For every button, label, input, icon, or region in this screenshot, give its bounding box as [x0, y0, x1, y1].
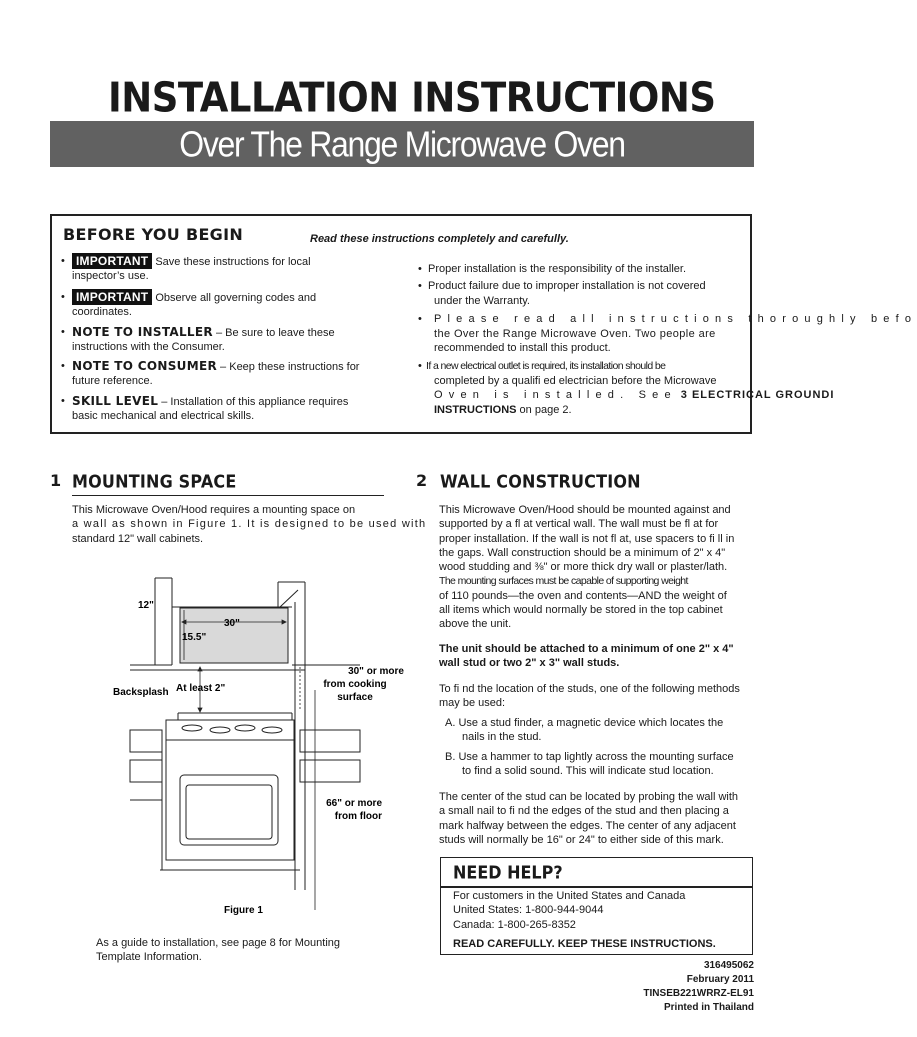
template-guide-note: As a guide to installation, see page 8 for Mounting Template Information. [96, 937, 340, 964]
skill-level: • SKILL LEVEL – Installation of this appliance requires basic mechanical and electrical skills. [61, 394, 349, 422]
stud-method-b: B. Use a hammer to tap lightly across the mounting surface to find a solid sound. This will indicate stud location. [445, 751, 734, 778]
important-item-2: • IMPORTANT Observe all governing codes and coordinates. [61, 290, 317, 318]
stud-method-a: A. Use a stud finder, a magnetic device which locates the nails in the stud. [445, 717, 724, 744]
at-least-2-label: At least 2" [176, 683, 226, 694]
section-1-rule [72, 495, 384, 496]
stud-requirement: The unit should be attached to a minimum of one 2" x 4" wall stud or two 2" x 3" wall studs. [439, 643, 734, 670]
important-item-1: • IMPORTANT Save these instructions for local inspector’s use. [61, 254, 311, 282]
dim-15-5-label: 15.5" [182, 632, 207, 643]
need-help-divider [441, 886, 752, 888]
electrical-outlet-note: • If a new electrical outlet is required, its installation should be completed by a qualifi ed electrician before the Microwave Oven is installed. See 3 ELECTRICAL GROUNDI INSTRUCTIONS on page 2. [418, 360, 835, 416]
model-number: TINSEB221WRRZ-EL91 [643, 988, 754, 999]
before-you-begin-box [50, 214, 917, 434]
floor-label-2: from floor [334, 811, 382, 822]
important-tag: IMPORTANT [72, 289, 152, 305]
print-origin: Printed in Thailand [663, 1002, 754, 1013]
section-2-number: 2 [416, 471, 428, 490]
installer-responsibility: • Proper installation is the responsibility of the installer. [418, 263, 687, 275]
cooking-surface-label-3: surface [337, 692, 373, 703]
figure-1-caption: Figure 1 [224, 905, 263, 916]
backsplash-label: Backsplash [113, 687, 169, 698]
wall-construction-paragraph-3: The center of the stud can be located by probing the wall with a small nail to fi nd the edges of the stud and then placing a mark halfway between the edges. The center of any adjacent studs will normally be 16" or 24" to either side of this mark. [439, 791, 739, 846]
read-carefully-note: Read these instructions completely and carefully. [310, 233, 569, 245]
document-title: INSTALLATION INSTRUCTIONS [108, 74, 716, 122]
cooking-surface-label-1: 30" or more [348, 666, 404, 677]
dim-12-label: 12" [138, 600, 154, 611]
part-number: 316495062 [703, 960, 754, 971]
note-to-consumer: • NOTE TO CONSUMER – Keep these instructions for future reference. [61, 359, 360, 387]
before-you-begin-title: BEFORE YOU BEGIN [63, 225, 244, 244]
note-to-installer: • NOTE TO INSTALLER – Be sure to leave these instructions with the Consumer. [61, 325, 335, 353]
read-carefully-keep: READ CAREFULLY. KEEP THESE INSTRUCTIONS. [453, 938, 716, 950]
document-footer [643, 959, 754, 1015]
stud-location-intro: To fi nd the location of the studs, one of the following methods may be used: [439, 683, 740, 710]
publish-date: February 2011 [686, 974, 754, 985]
wall-construction-paragraph-1: This Microwave Oven/Hood should be mounted against and supported by a fl at vertical wall. The wall must be fl at for proper installation. If the wall is not fl at, use spacers to fi ll in the gaps. Wall construction should be a minimum of 2" x 4" wood studding and ⅜" or more thick dry wall or plaster/lath. The mounting surfaces must be capable of supporting weight of 110 pounds—the oven and contents—AND the weight of all items which would normally be stored in the top cabinet above the unit. [439, 504, 735, 631]
need-help-box [440, 857, 753, 955]
document-subtitle: Over The Range Microwave Oven [179, 124, 625, 165]
section-2-title: WALL CONSTRUCTION [440, 471, 641, 492]
read-instructions-note: • Please read all instructions thoroughly befo the Over the Range Microwave Oven. Two people are recommended to install this product. [418, 313, 917, 354]
dim-30-label: 30" [224, 618, 240, 629]
section-1-title: MOUNTING SPACE [72, 471, 237, 492]
cooking-surface-label-2: from cooking [323, 679, 387, 690]
warranty-note: • Product failure due to improper installation is not covered under the Warranty. [418, 280, 706, 307]
need-help-title: NEED HELP? [453, 862, 563, 883]
figure-1-diagram [100, 570, 430, 922]
important-tag: IMPORTANT [72, 253, 152, 269]
need-help-contacts: For customers in the United States and Canada United States: 1-800-944-9044 Canada: 1-800-265-8352 [453, 890, 686, 931]
floor-label-1: 66" or more [326, 798, 382, 809]
mounting-space-paragraph: This Microwave Oven/Hood requires a mounting space on a wall as shown in Figure 1. It is designed to be used with standard 12" wall cabinets. [72, 504, 427, 545]
section-1-number: 1 [50, 471, 62, 490]
